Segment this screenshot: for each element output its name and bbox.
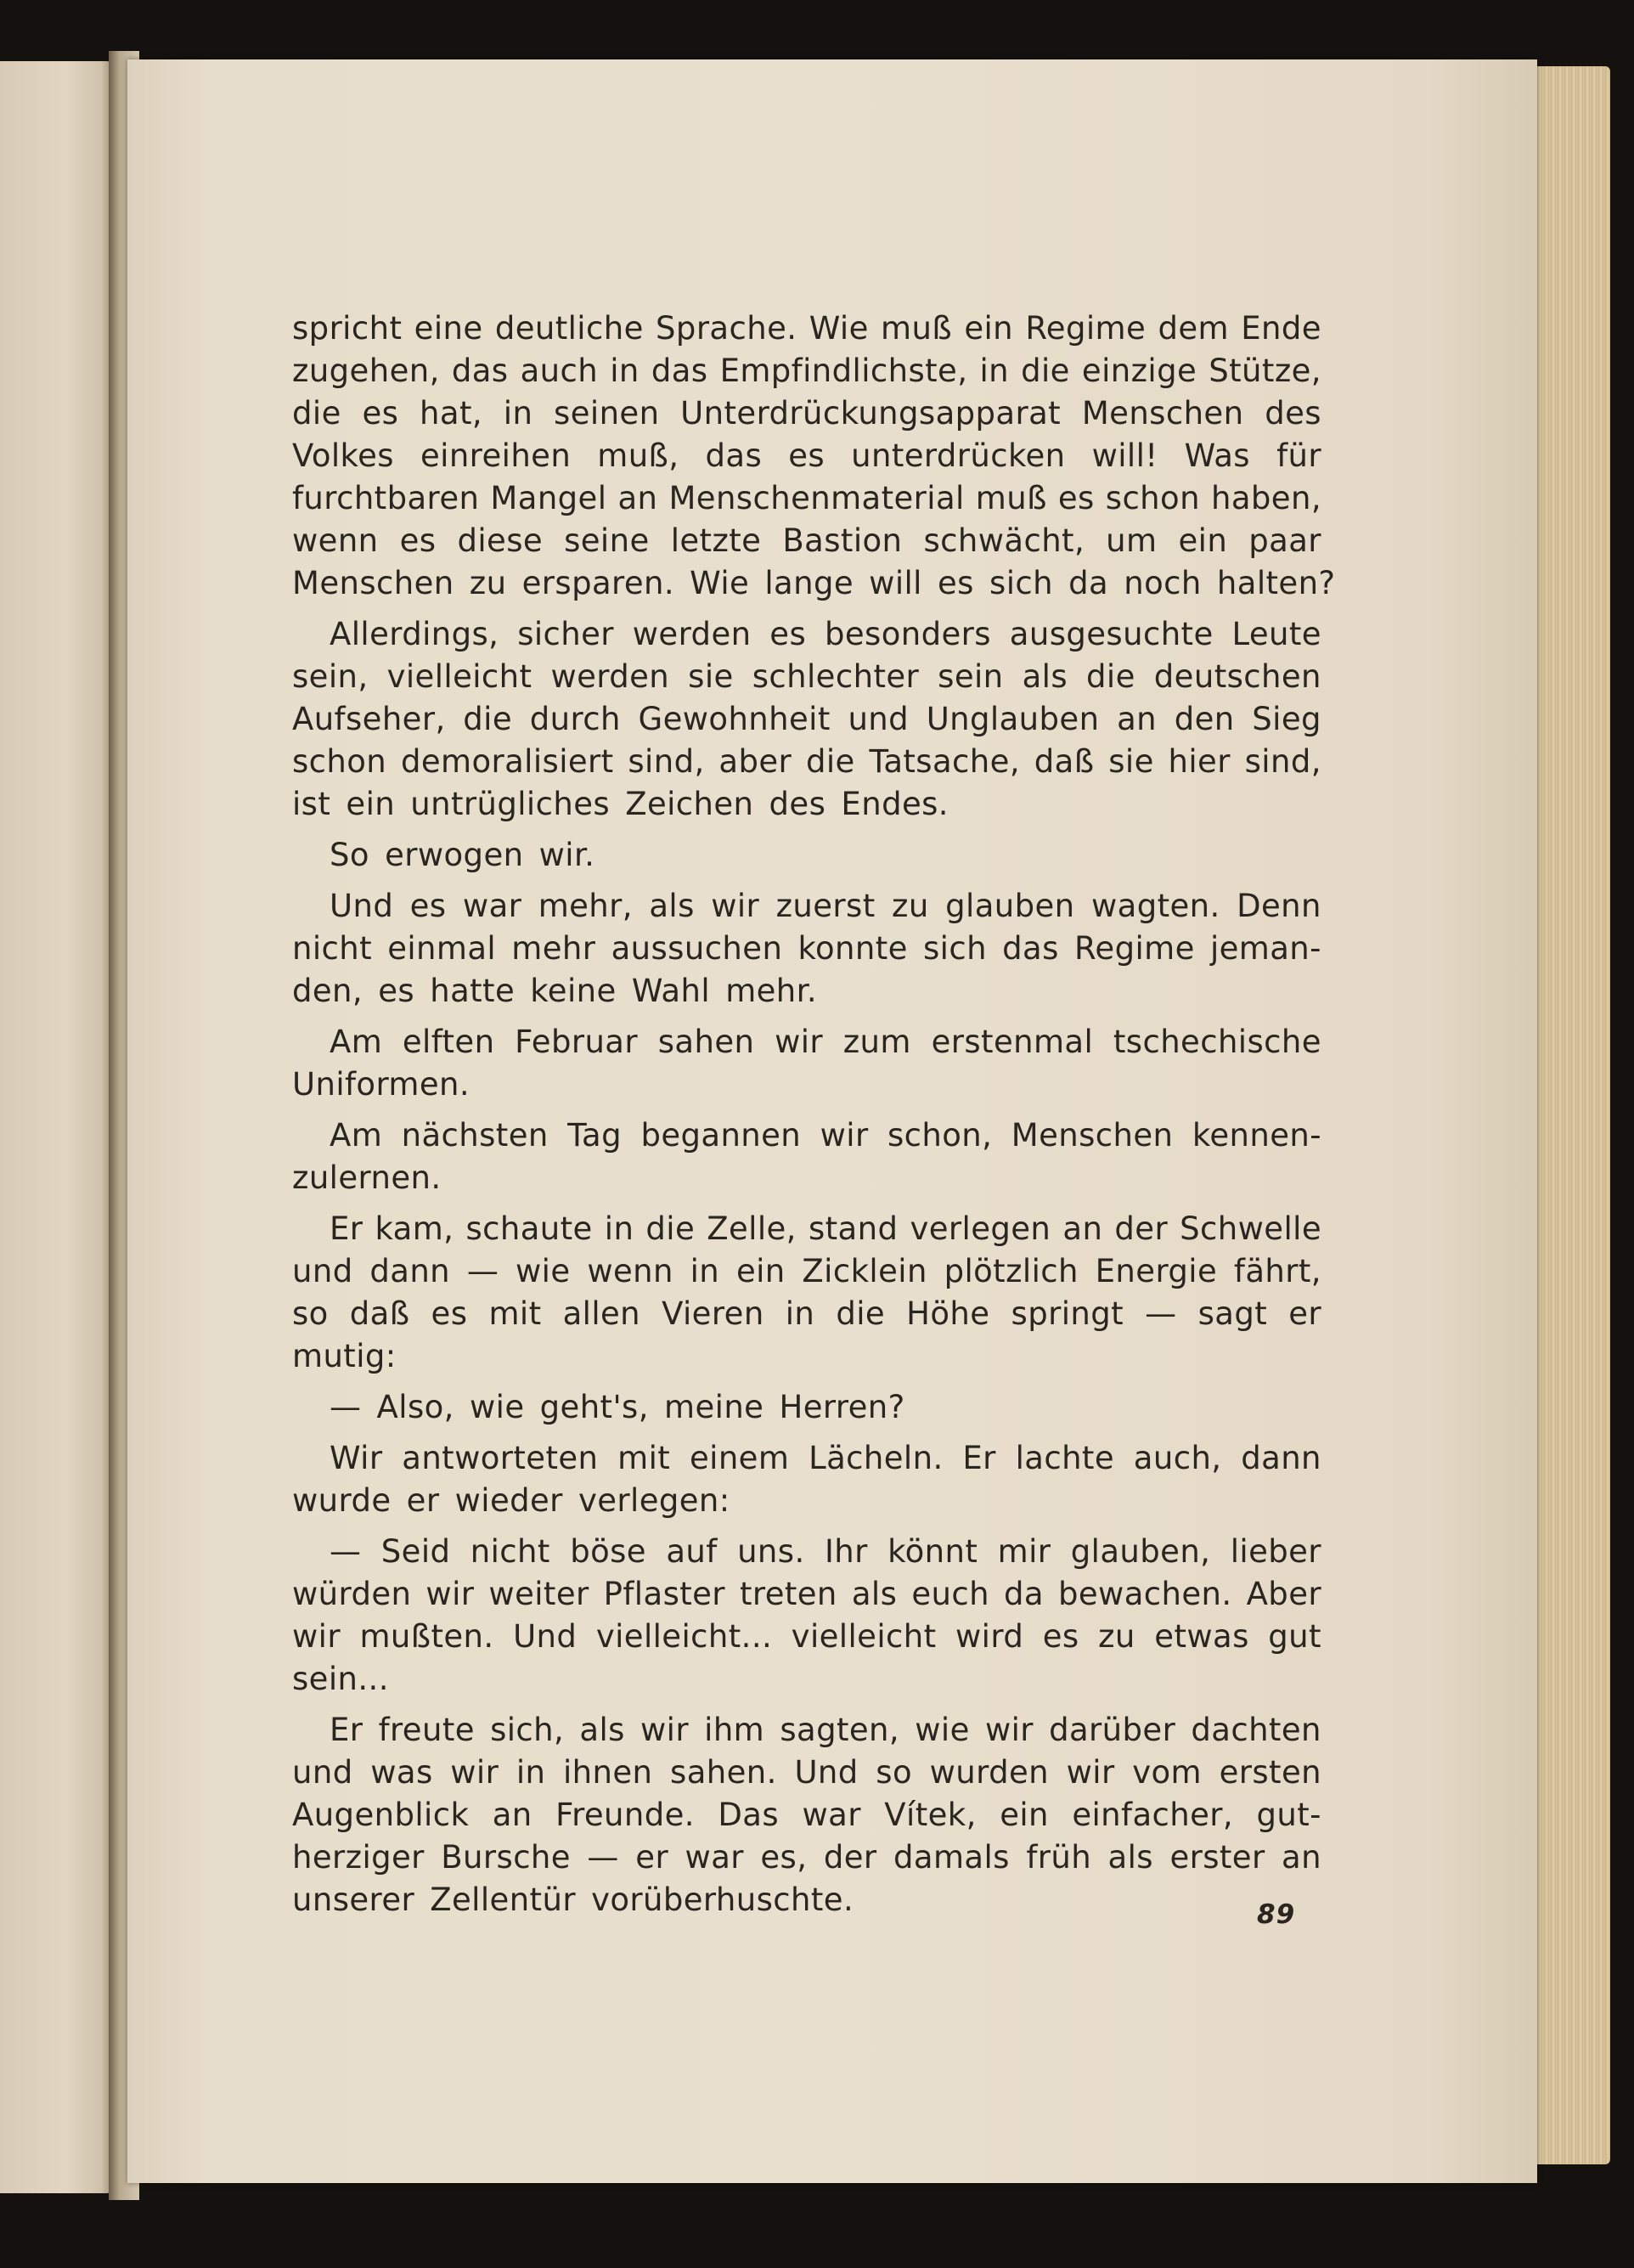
text-line: So erwogen wir. xyxy=(330,837,595,873)
text-line: mutig: xyxy=(292,1338,397,1374)
text-line: unserer Zellentür vorüberhuschte. xyxy=(292,1882,854,1918)
page-edges xyxy=(1529,66,1610,2164)
text-line: nicht einmal mehr aussuchen konnte sich das Regime jeman- xyxy=(292,930,1321,967)
text-line: — Also, wie geht's, meine Herren? xyxy=(330,1389,905,1425)
text-line: schon demoralisiert sind, aber die Tatsache, daß sie hier sind, xyxy=(292,743,1321,780)
paragraph xyxy=(292,1531,1321,1701)
paragraph xyxy=(292,885,1321,1013)
text-line: Allerdings, sicher werden es besonders ausgesuchte Leute xyxy=(330,616,1321,652)
text-line: spricht eine deutliche Sprache. Wie muß ein Regime dem Ende xyxy=(292,310,1321,347)
text-line: Volkes einreihen muß, das es unterdrücken will! Was für xyxy=(292,437,1321,474)
text-line: wurde er wieder verlegen: xyxy=(292,1482,730,1519)
text-line: — Seid nicht böse auf uns. Ihr könnt mir glauben, lieber xyxy=(330,1533,1321,1570)
text-line: ist ein untrügliches Zeichen des Endes. xyxy=(292,786,949,822)
left-page-edge xyxy=(0,61,110,2193)
text-line: Er freute sich, als wir ihm sagten, wie wir darüber dachten xyxy=(330,1712,1321,1748)
paragraph xyxy=(292,1386,1321,1429)
text-line: Und es war mehr, als wir zuerst zu glauben wagten. Denn xyxy=(330,888,1321,924)
text-line: herziger Bursche — er war es, der damals früh als erster an xyxy=(292,1839,1321,1876)
text-line: Am elften Februar sahen wir zum erstenmal tschechische xyxy=(330,1024,1321,1060)
paragraph xyxy=(292,1437,1321,1522)
body-text xyxy=(292,307,1336,1930)
text-line: wenn es diese seine letzte Bastion schwächt, um ein paar xyxy=(292,522,1321,559)
text-line: so daß es mit allen Vieren in die Höhe springt — sagt er xyxy=(292,1295,1321,1332)
paragraph xyxy=(292,1208,1321,1378)
text-line: zugehen, das auch in das Empfindlichste, in die einzige Stütze, xyxy=(292,353,1321,389)
text-line: Wir antworteten mit einem Lächeln. Er lachte auch, dann xyxy=(330,1440,1321,1476)
text-line: und was wir in ihnen sahen. Und so wurden wir vom ersten xyxy=(292,1754,1321,1791)
text-line: und dann — wie wenn in ein Zicklein plötzlich Energie fährt, xyxy=(292,1253,1321,1289)
text-line: Er kam, schaute in die Zelle, stand verlegen an der Schwelle xyxy=(330,1210,1321,1247)
text-line: Augenblick an Freunde. Das war Vítek, ein einfacher, gut- xyxy=(292,1797,1321,1833)
paragraph xyxy=(292,1114,1321,1199)
text-line: Aufseher, die durch Gewohnheit und Unglauben an den Sieg xyxy=(292,701,1321,737)
paragraph xyxy=(292,834,1321,877)
text-line: Am nächsten Tag begannen wir schon, Menschen kennen- xyxy=(330,1117,1321,1154)
text-line: Menschen zu ersparen. Wie lange will es sich da noch halten? xyxy=(292,565,1336,601)
text-line: wir mußten. Und vielleicht... vielleicht wird es zu etwas gut xyxy=(292,1618,1321,1655)
text-line: sein... xyxy=(292,1661,389,1697)
text-line: den, es hatte keine Wahl mehr. xyxy=(292,973,818,1009)
text-line: würden wir weiter Pflaster treten als euch da bewachen. Aber xyxy=(292,1576,1321,1612)
paragraph xyxy=(292,1709,1321,1921)
text-line: die es hat, in seinen Unterdrückungsapparat Menschen des xyxy=(292,395,1321,432)
paragraph xyxy=(292,613,1321,826)
page-number: 89 xyxy=(1257,1899,1296,1930)
paragraph xyxy=(292,307,1336,605)
text-line: furchtbaren Mangel an Menschenmaterial muß es schon haben, xyxy=(292,480,1321,516)
text-line: sein, vielleicht werden sie schlechter sein als die deutschen xyxy=(292,658,1321,695)
paragraph xyxy=(292,1021,1321,1106)
text-line: Uniformen. xyxy=(292,1066,470,1103)
text-line: zulernen. xyxy=(292,1159,442,1196)
